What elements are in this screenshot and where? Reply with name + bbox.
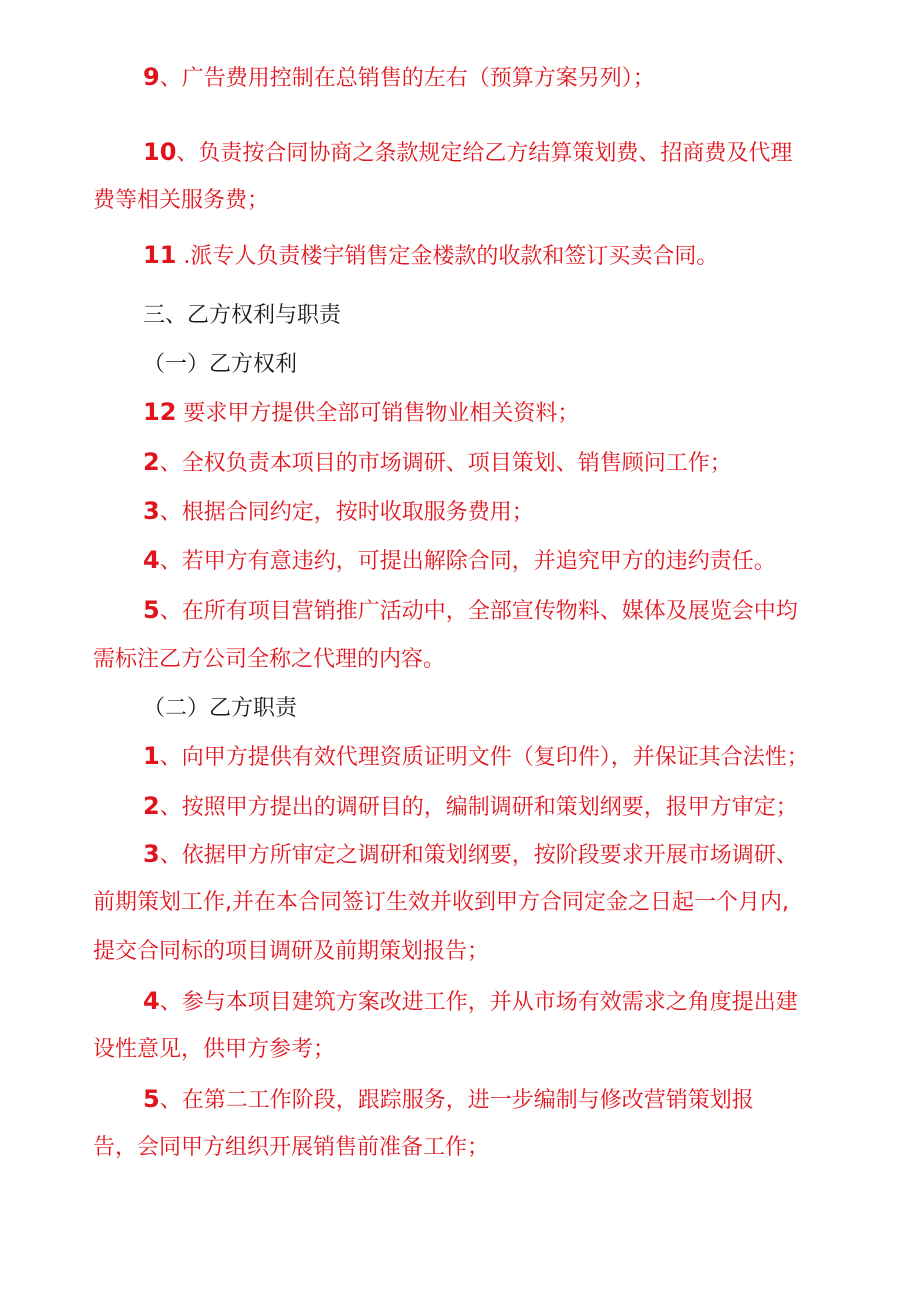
clause-number: 11 xyxy=(143,241,177,269)
clause-text: 、参与本项目建筑方案改进工作，并从市场有效需求之角度提出建 xyxy=(159,990,798,1015)
clause-text: 、若甲方有意违约，可提出解除合同，并追究甲方的违约责任。 xyxy=(159,549,776,574)
clause-number: 4 xyxy=(143,987,160,1015)
duties-clause-4 xyxy=(143,986,798,1018)
clause-text: 、依据甲方所审定之调研和策划纲要，按阶段要求开展市场调研、 xyxy=(159,843,798,868)
clause-10 xyxy=(143,137,792,169)
clause-text: .派专人负责楼宇销售定金楼款的收款和签订买卖合同。 xyxy=(176,244,719,269)
duties-clause-2 xyxy=(143,791,798,823)
clause-text: 、负责按合同协商之条款规定给乙方结算策划费、招商费及代理 xyxy=(176,141,793,166)
clause-text: 费等相关服务费； xyxy=(93,188,270,213)
duties-clause-1 xyxy=(143,741,809,773)
clause-number: 5 xyxy=(143,596,160,624)
rights-clause-4 xyxy=(143,545,776,577)
clause-text: 、向甲方提供有效代理资质证明文件（复印件），并保证其合法性； xyxy=(159,745,809,770)
clause-text: 提交合同标的项目调研及前期策划报告； xyxy=(93,939,490,964)
duties-clause-3 xyxy=(143,839,798,871)
subsection-heading-text: （二）乙方职责 xyxy=(143,696,298,721)
clause-text: 、广告费用控制在总销售的左右（预算方案另列）； xyxy=(159,66,655,91)
duties-clause-4-continuation xyxy=(93,1035,335,1065)
clause-text: 、按照甲方提出的调研目的，编制调研和策划纲要，报甲方审定； xyxy=(159,795,798,820)
clause-number: 2 xyxy=(143,448,160,476)
clause-text: 前期策划工作,并在本合同签订生效并收到甲方合同定金之日起一个月内, xyxy=(93,890,789,915)
clause-text: 、全权负责本项目的市场调研、项目策划、销售顾问工作； xyxy=(159,451,732,476)
rights-clause-2 xyxy=(143,447,732,479)
clause-9 xyxy=(143,62,655,94)
clause-number: 5 xyxy=(143,1085,160,1113)
clause-text: 、在第二工作阶段，跟踪服务，进一步编制与修改营销策划报 xyxy=(159,1088,754,1113)
clause-number: 12 xyxy=(143,398,177,426)
clause-11 xyxy=(143,240,718,272)
clause-text: 告，会同甲方组织开展销售前准备工作； xyxy=(93,1135,490,1160)
section-heading-text: 三、乙方权利与职责 xyxy=(143,303,342,328)
clause-text: 需标注乙方公司全称之代理的内容。 xyxy=(93,647,446,672)
duties-clause-5-continuation xyxy=(93,1133,489,1163)
subsection-rights-heading xyxy=(143,350,297,380)
duties-clause-5 xyxy=(143,1084,754,1116)
subsection-heading-text: （一）乙方权利 xyxy=(143,352,298,377)
section-heading xyxy=(143,301,341,331)
clause-text: 设性意见，供甲方参考； xyxy=(93,1037,336,1062)
clause-text: 要求甲方提供全部可销售物业相关资料； xyxy=(176,401,580,426)
rights-clause-3 xyxy=(143,496,534,528)
clause-number: 9 xyxy=(143,63,160,91)
clause-number: 4 xyxy=(143,546,160,574)
clause-text: 、根据合同约定，按时收取服务费用； xyxy=(159,500,534,525)
duties-clause-3-continuation-2 xyxy=(93,937,489,967)
clause-number: 3 xyxy=(143,840,160,868)
clause-number: 1 xyxy=(143,742,160,770)
clause-number: 3 xyxy=(143,497,160,525)
subsection-duties-heading xyxy=(143,694,297,724)
clause-text: 、在所有项目营销推广活动中，全部宣传物料、媒体及展览会中均 xyxy=(159,599,798,624)
clause-10-continuation xyxy=(93,186,269,216)
clause-12 xyxy=(143,397,579,429)
clause-number: 2 xyxy=(143,792,160,820)
duties-clause-3-continuation xyxy=(93,888,789,918)
rights-clause-5-continuation xyxy=(93,645,445,675)
rights-clause-5 xyxy=(143,595,798,627)
clause-number: 10 xyxy=(143,138,177,166)
